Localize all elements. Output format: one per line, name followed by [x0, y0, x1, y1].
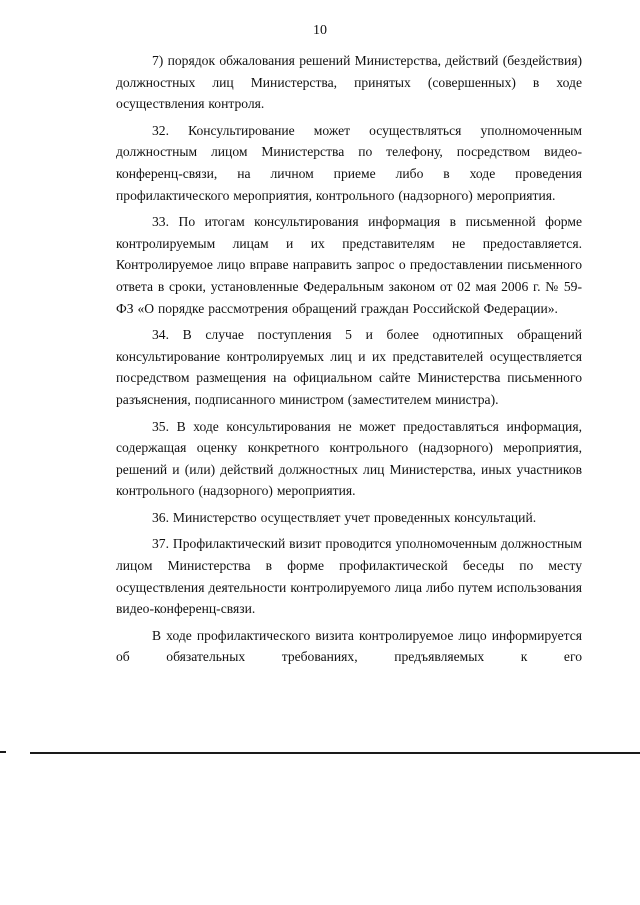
page-number: 10 [313, 23, 327, 38]
scan-divider-line [30, 752, 640, 754]
document-body [116, 50, 582, 673]
paragraph-33-written-response: 33. По итогам консультирования информация в письменной форме контролируемым лицам и их представителям не предоставляется. Контролируемое лицо вправе направить запрос о предоставлении письменного ответа в сроки, установленные Федеральным законом от 02 мая 2006 г. № 59-ФЗ «О порядке рассмотрения обращений граждан Российской Федерации». [116, 214, 582, 316]
paragraph-7-appeal-procedure: 7) порядок обжалования решений Министерства, действий (бездействия) должностных лиц Министерства, принятых (совершенных) в ходе осуществления контроля. [116, 53, 582, 112]
scan-edge-mark [0, 751, 6, 753]
paragraph-visit-information: В ходе профилактического визита контролируемое лицо информируется об обязательных требованиях, предъявляемых к его [116, 627, 582, 665]
paragraph-32-consultation-methods: 32. Консультирование может осуществляться уполномоченным должностным лицом Министерства по телефону, посредством видео-конференц-связи, на личном приеме либо в ходе проведения профилактического мероприятия, контрольного (надзорного) мероприятия. [116, 122, 582, 203]
paragraph-37-preventive-visit: 37. Профилактический визит проводится уполномоченным должностным лицом Министерства в форме профилактической беседы по месту осуществления деятельности контролируемого лица либо путем использования видео-конференц-связи. [116, 536, 582, 617]
paragraph-36-consultation-records: 36. Министерство осуществляет учет проведенных консультаций. [152, 509, 537, 525]
paragraph-35-consultation-limits: 35. В ходе консультирования не может предоставляться информация, содержащая оценку конкретного контрольного (надзорного) мероприятия, решений и (или) действий должностных лиц Министерства, иных участников контрольного (надзорного) мероприятия. [116, 418, 582, 499]
paragraph-34-repeated-requests: 34. В случае поступления 5 и более однотипных обращений консультирование контролируемых лиц и их представителей осуществляется посредством размещения на официальном сайте Министерства письменного разъяснения, подписанного министром (заместителем министра). [116, 327, 582, 407]
